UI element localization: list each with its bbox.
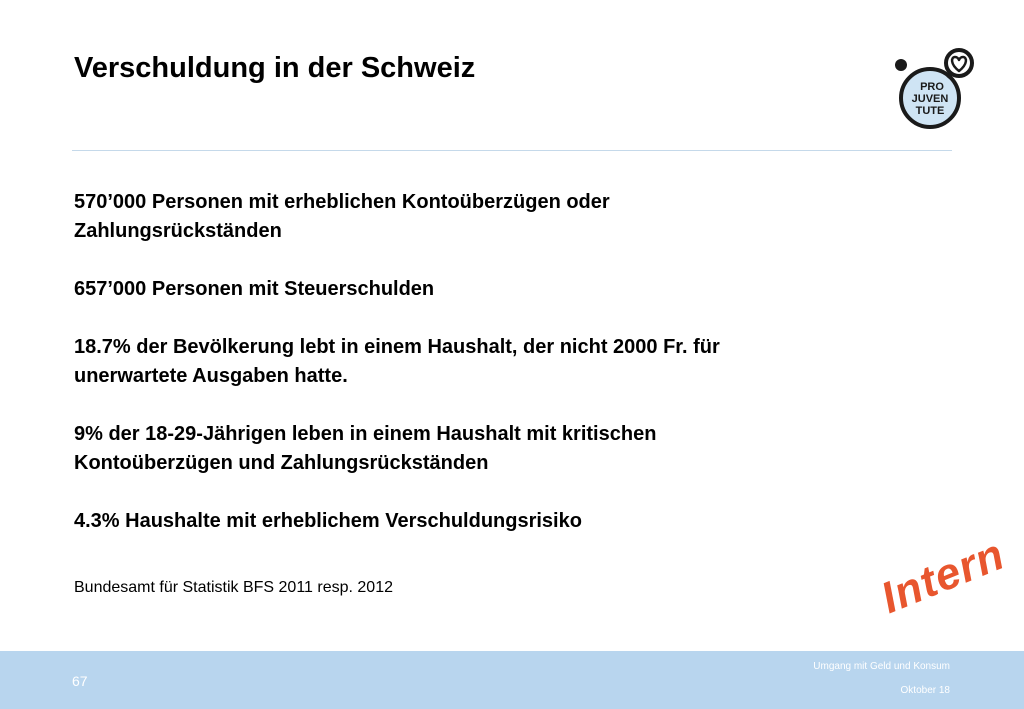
statistic-line: Kontoüberzügen und Zahlungsrückständen [74, 452, 489, 474]
statistics-list [74, 188, 874, 565]
statistic-line: 570’000 Personen mit erheblichen Kontoüberzügen oder [74, 191, 610, 213]
statistic-line: 657’000 Personen mit Steuerschulden [74, 278, 435, 300]
statistic-line: 9% der 18-29-Jährigen leben in einem Haushalt mit kritischen [74, 423, 657, 445]
source-citation: Bundesamt für Statistik BFS 2011 resp. 2012 [74, 579, 393, 596]
footer-bar [0, 651, 1024, 709]
pro-juventute-logo [888, 42, 980, 134]
statistic-line: Zahlungsrückständen [74, 220, 282, 242]
statistic-line: 18.7% der Bevölkerung lebt in einem Haushalt, der nicht 2000 Fr. für [74, 336, 720, 358]
title-divider [72, 150, 952, 151]
intern-stamp: Intern [874, 529, 1012, 624]
statistic-young-adults [74, 420, 874, 478]
page-number: 67 [72, 673, 88, 689]
statistic-line: 4.3% Haushalte mit erheblichem Verschuldungsrisiko [74, 510, 582, 532]
statistic-unexpected-expenses [74, 333, 874, 391]
statistic-overdrafts [74, 188, 874, 246]
logo-text-line-3: TUTE [915, 105, 945, 117]
statistic-tax-debt [74, 275, 874, 304]
logo-dot [895, 59, 907, 71]
statistic-debt-risk [74, 507, 874, 536]
slide-title: Verschuldung in der Schweiz [74, 52, 476, 84]
logo-text-line-1: PRO [920, 81, 944, 93]
logo-text-line-2: JUVEN [911, 93, 949, 105]
footer-topic: Umgang mit Geld und Konsum [813, 661, 950, 672]
footer-date: Oktober 18 [900, 685, 950, 696]
statistic-line: unerwartete Ausgaben hatte. [74, 365, 348, 387]
